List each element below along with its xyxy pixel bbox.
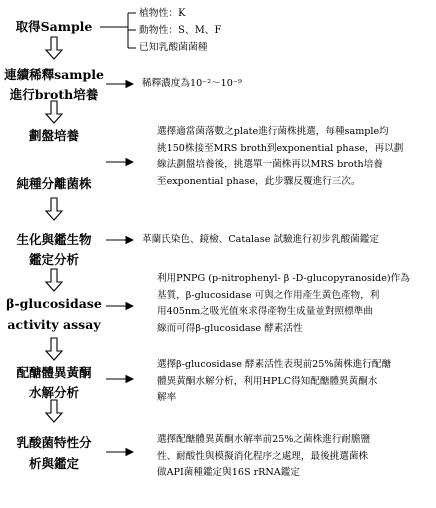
step-pure-isolation: 純種分離菌株: [16, 176, 92, 191]
step-obtain-sample: 取得Sample: [15, 19, 93, 34]
desc-assay: [157, 271, 410, 337]
step-identification: 析與鑑定: [28, 456, 79, 471]
desc-streak-line: 選擇適當菌落數之plate進行菌株挑選，每種sample均: [157, 126, 389, 137]
desc-dilution: 稀釋濃度為10⁻²～10⁻⁹: [142, 78, 242, 89]
step-id-analysis: 鑑定分析: [28, 252, 79, 267]
desc-assay-line: 利用PNPG (p-nitrophenyl- β -D-glucopyranoside)作為: [157, 273, 410, 284]
step-glucosidase: β-glucosidase: [6, 296, 102, 311]
desc-streak-line: 線法劃盤培養後，挑選單一菌株再以MRS broth培養: [157, 159, 383, 170]
desc-assay-line: 線而可得β-glucosidase 酵素活性: [157, 322, 303, 334]
step-serial-dilution: 連續稀釋sample: [4, 67, 104, 82]
step-lab-characteristics: 乳酸菌特性分: [16, 435, 92, 450]
down-arrow-2: [46, 101, 62, 123]
desc-hydrolysis-line: 體異黃酮水解分析，利用HPLC得知配醣體異黃酮水: [157, 375, 378, 387]
source-known-strain: 已知乳酸菌菌種: [139, 42, 208, 53]
down-arrow-6: [46, 400, 62, 422]
step-hydrolysis-analysis: 水解分析: [28, 385, 79, 400]
desc-streak-line: 至exponential phase，此步驟反覆進行三次。: [157, 175, 361, 187]
down-arrow-5: [46, 338, 62, 360]
desc-characteristics-line: 做API菌種鑑定與16S rRNA鑑定: [157, 467, 300, 478]
desc-assay-line: 基質，β-glucosidase 可與之作用產生黃色產物，利: [157, 289, 380, 301]
step-broth-culture: 進行broth培養: [9, 87, 99, 102]
desc-hydrolysis-line: 選擇β-glucosidase 酵素活性表現前25%菌株進行配醣: [157, 359, 392, 370]
desc-biochem: 革蘭氏染色、鏡檢、Catalase 試驗進行初步乳酸菌鑑定: [142, 234, 379, 245]
step-streak-plate: 劃盤培養: [28, 128, 79, 143]
desc-hydrolysis-line: 解率: [157, 392, 177, 403]
desc-characteristics-line: 選擇配醣體異黃酮水解率前25%之菌株進行耐膽鹽: [157, 434, 371, 445]
source-animal: 動物性：S、M、F: [139, 25, 222, 36]
source-plant: 植物性：K: [139, 8, 186, 19]
source-bracket: [100, 13, 136, 48]
down-arrow-3: [46, 198, 62, 220]
desc-hydrolysis: [157, 357, 391, 407]
desc-assay-line: 用405nm之吸光值來求得產物生成量並對照標準曲: [157, 306, 373, 317]
step-activity-assay: activity assay: [7, 317, 101, 332]
desc-streak: [157, 124, 403, 190]
down-arrow-4: [46, 269, 62, 291]
step-isoflavone: 配醣體異黃酮: [16, 365, 92, 380]
desc-characteristics-line: 性、耐酸性與模擬消化程序之處理，最後挑選菌株: [157, 450, 369, 462]
step-biochemical-id: 生化與鑑生物: [16, 232, 92, 247]
desc-streak-line: 挑150株接至MRS broth到exponential phase，再以劃: [157, 142, 404, 154]
down-arrow-1: [46, 37, 62, 59]
desc-characteristics: [157, 432, 370, 482]
side-arrows: [106, 84, 133, 452]
